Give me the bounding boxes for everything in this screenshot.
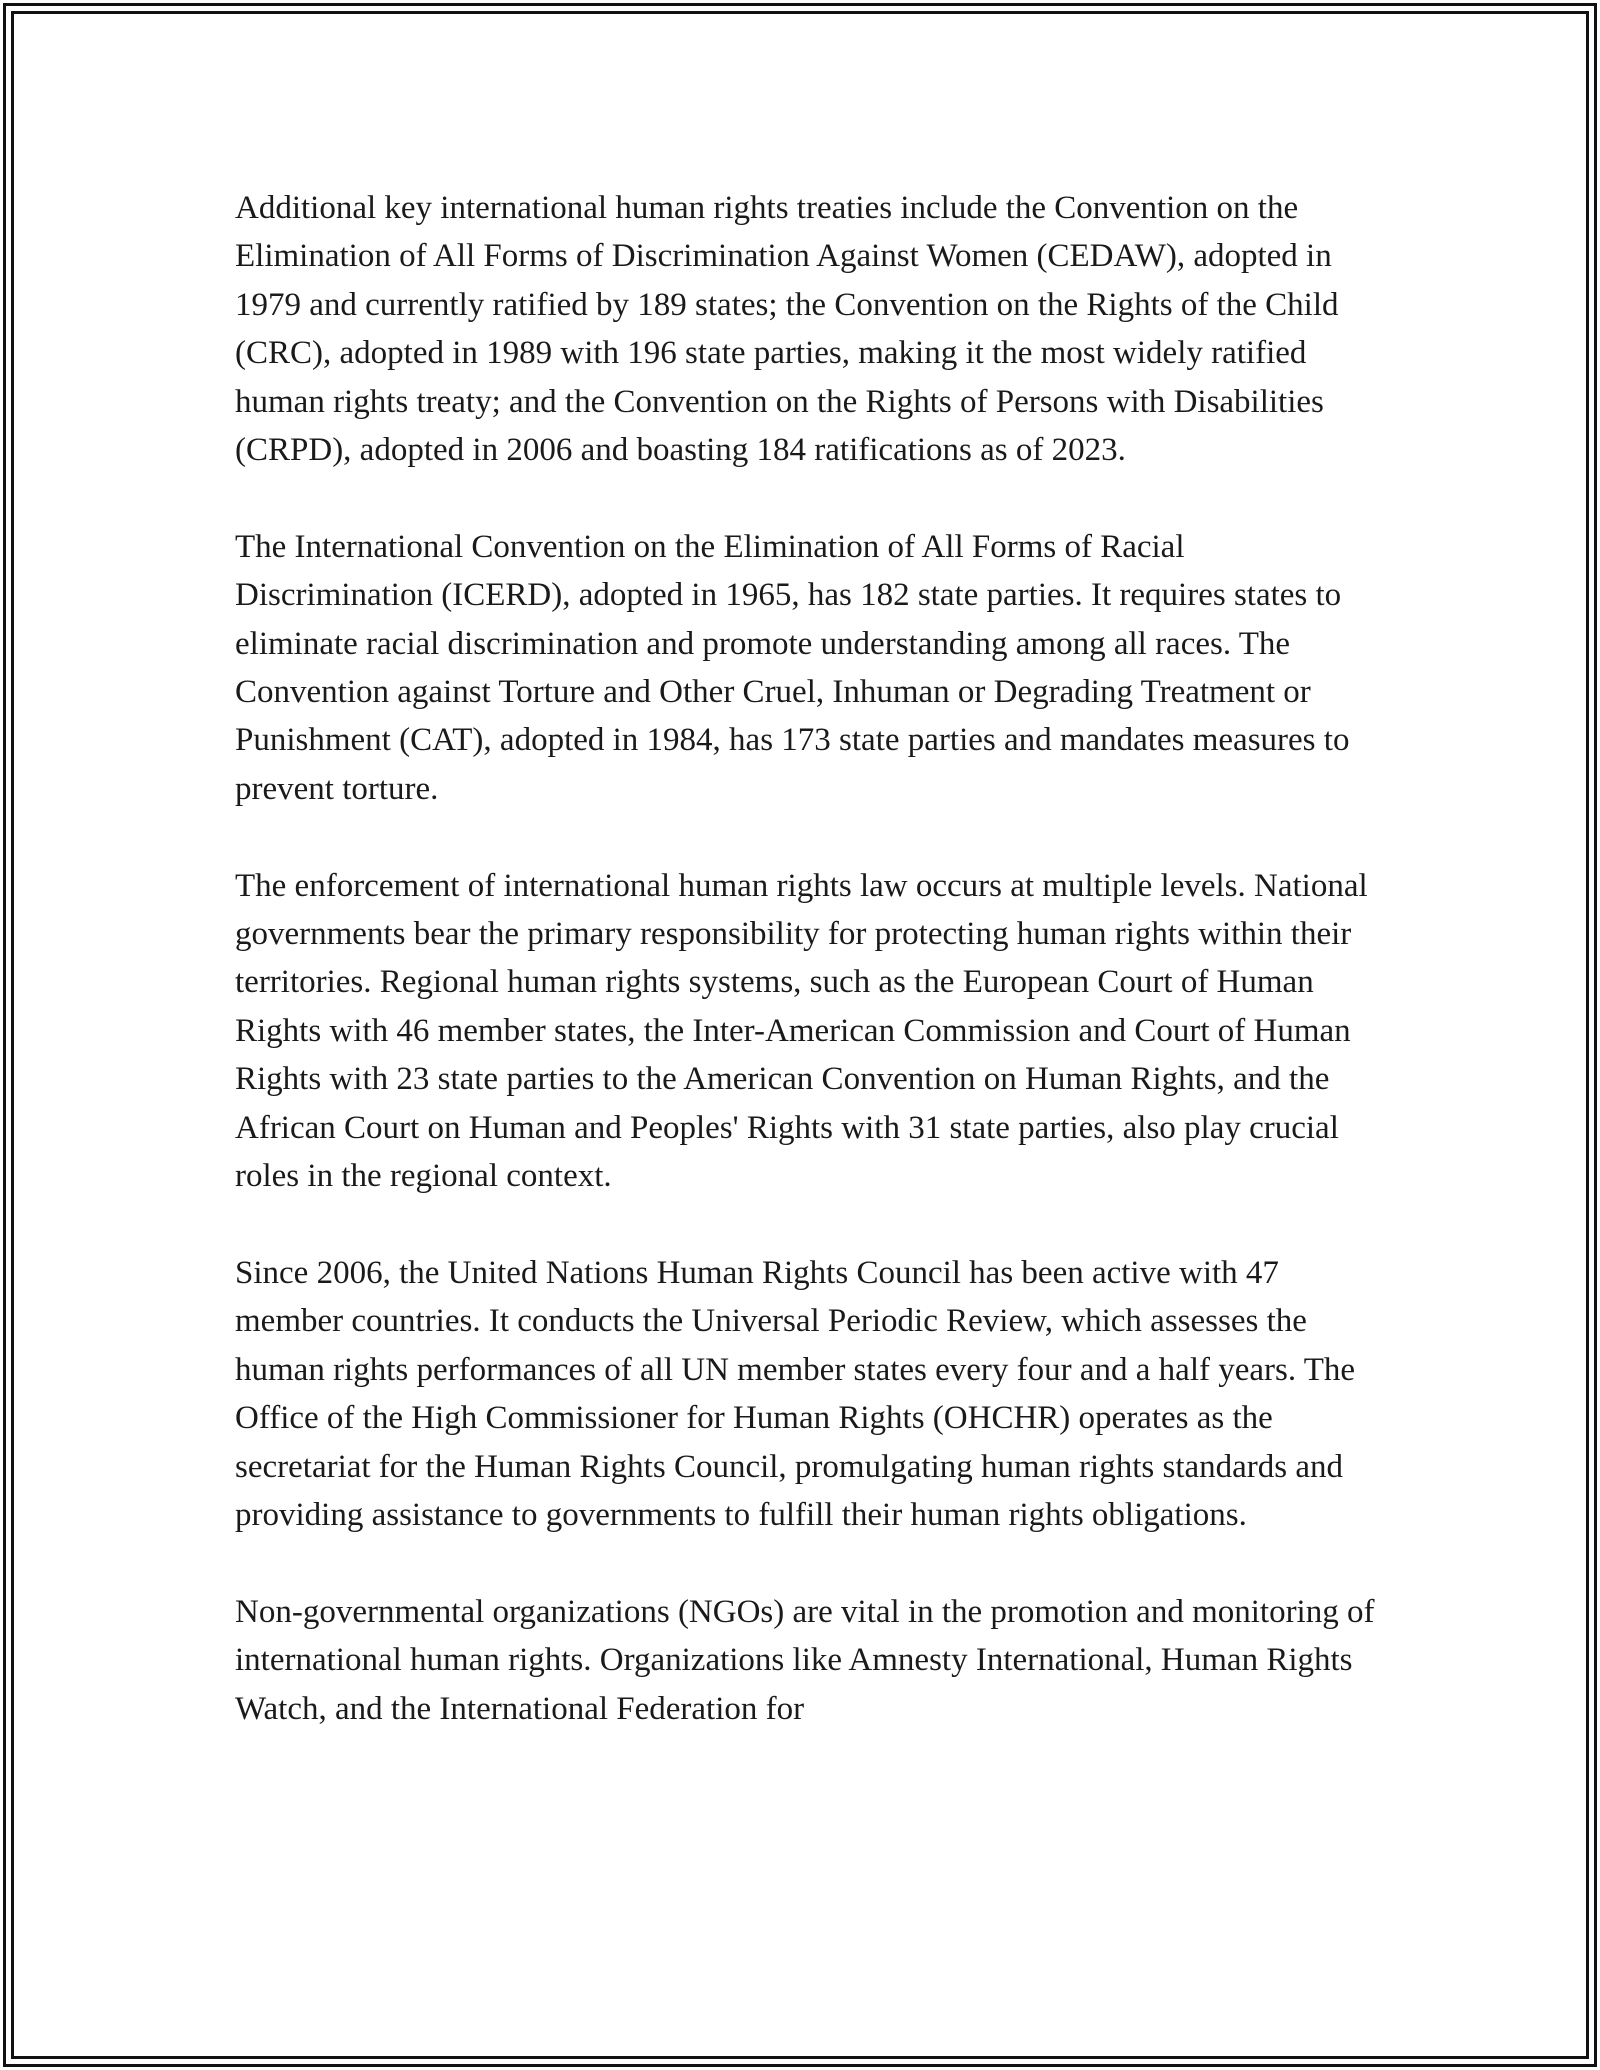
paragraph-enforcement: The enforcement of international human rights law occurs at multiple levels. National governments bear the primary responsibility for protecting human rights within their territories. Regional human rights systems, such as the European Court of Human Rights with 46 member states, the Inter-American Commission and Court of Human Rights with 23 state parties to the American Convention on Human Rights, and the African Court on Human and Peoples' Rights with 31 state parties, also play crucial roles in the regional context. xyxy=(235,867,1368,1195)
paragraph-treaties: Additional key international human rights treaties include the Convention on the Elimination of All Forms of Discrimination Against Women (CEDAW), adopted in 1979 and currently ratified by 189 states; the Convention on the Rights of the Child (CRC), adopted in 1989 with 196 state parties, making it the most widely ratified human rights treaty; and the Convention on the Rights of Persons with Disabilities (CRPD), adopted in 2006 and boasting 184 ratifications as of 2023. xyxy=(235,190,1339,469)
paragraph-icerd-cat: The International Convention on the Elimination of All Forms of Racial Discrimination (ICERD), adopted in 1965, has 182 state parties. It requires states to eliminate racial discrimination and promote understanding among all races. The Convention against Torture and Other Cruel, Inhuman or Degrading Treatment or Punishment (CAT), adopted in 1984, has 173 state parties and mandates measures to prevent torture. xyxy=(235,528,1350,807)
paragraph-human-rights-council: Since 2006, the United Nations Human Rights Council has been active with 47 member countries. It conducts the Universal Periodic Review, which assesses the human rights performances of all UN member states every four and a half years. The Office of the High Commissioner for Human Rights (OHCHR) operates as the secretariat for the Human Rights Council, promulgating human rights standards and providing assistance to governments to fulfill their human rights obligations. xyxy=(235,1254,1356,1533)
document-body xyxy=(235,184,1375,1733)
paragraph-ngos: Non-governmental organizations (NGOs) are vital in the promotion and monitoring of international human rights. Organizations like Amnesty International, Human Rights Watch, and the International Federation for xyxy=(235,1593,1375,1727)
